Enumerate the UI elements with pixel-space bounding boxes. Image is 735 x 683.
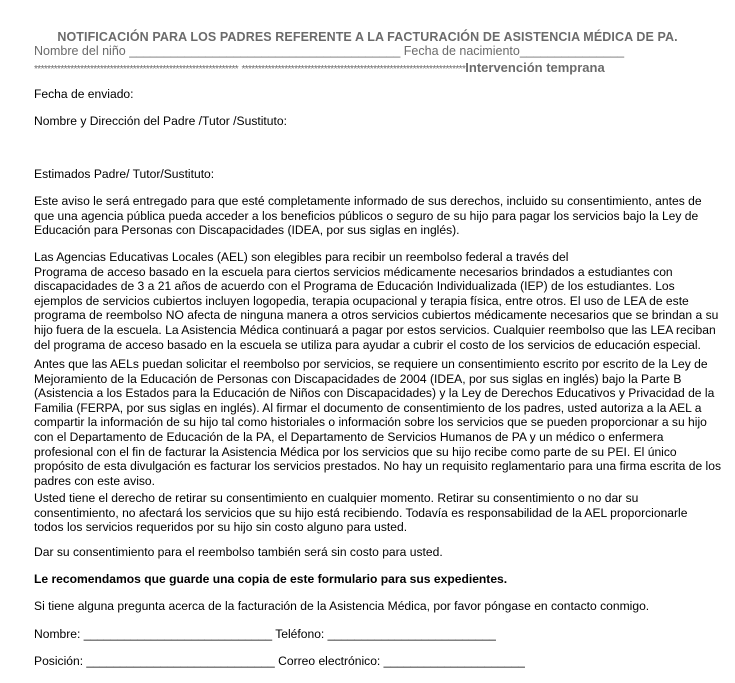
paragraph-line: compartir la información de su hijo tal como historiales o información sobre los servicios que se pueden proporcionar a su hijo — [34, 415, 707, 430]
paragraph-withdraw-consent — [34, 491, 704, 535]
paragraph-contact: Si tiene alguna pregunta acerca de la facturación de la Asistencia Médica, por favor póngase en contacto conmigo. — [34, 599, 650, 613]
signature-name-phone-line: Nombre: ____________________________ Teléfono: _________________________ — [34, 627, 496, 641]
asterisk-divider-left: ************************************************************** — [34, 64, 239, 75]
paragraph-line: (Asistencia a los Estados para la Educación de Niños con Discapacidades) y la Ley de Derechos Educativos y Privacidad de la — [34, 386, 715, 401]
paragraph-no-cost: Dar su consentimiento para el reembolso también será sin costo para usted. — [34, 545, 443, 559]
paragraph-line: Educación para Personas con Discapacidades (IDEA, por sus siglas en inglés). — [34, 223, 460, 238]
program-name: Intervención temprana — [465, 60, 605, 75]
paragraph-consent-requirement — [34, 357, 722, 488]
paragraph-line: con el Departamento de Educación de la PA, el Departamento de Servicios Humanos de PA y un médico o enfermera — [34, 429, 664, 444]
child-name-birthdate-line: Nombre del niño _______________________________________ Fecha de nacimiento_______________ — [34, 44, 625, 58]
paragraph-line: Mejoramiento de la Educación de Personas con Discapacidades de 2004 (IDEA, por sus siglas en inglés) bajo la Parte B — [34, 371, 682, 386]
paragraph-line: propósito de esta divulgación es facturar los servicios prestados. No hay un requisito reglamentario para una firma escrita de los — [34, 459, 722, 474]
paragraph-line: del programa de acceso basado en la escuela se utiliza para ayudar a cubrir el costo de los servicios de educación especial. — [34, 337, 701, 352]
paragraph-line: profesional con el fin de facturar la Asistencia Médica por los servicios que su hijo recibe como parte de su PEI. El único — [34, 444, 677, 459]
divider-row — [34, 60, 605, 75]
paragraph-line: discapacidades de 3 a 21 años de acuerdo con el Programa de Educación Individualizada (IEP) de los estudiantes. Los — [34, 279, 675, 294]
greeting: Estimados Padre/ Tutor/Sustituto: — [34, 167, 215, 181]
paragraph-line: padres con este aviso. — [34, 473, 156, 488]
paragraph-keep-copy: Le recomendamos que guarde una copia de este formulario para sus expedientes. — [34, 572, 508, 586]
paragraph-notice — [34, 194, 704, 238]
paragraph-line: Familia (FERPA, por sus siglas en inglés). Al firmar el documento de consentimiento de los padres, usted autoriza a la AEL a — [34, 400, 702, 415]
paragraph-line: que una agencia pública pueda acceder a los beneficios públicos o seguro de su hijo para pagar los servicios bajo la Ley de — [34, 208, 699, 223]
paragraph-line: ejemplos de servicios cubiertos incluyen logopedia, terapia ocupacional y terapia física, entre otros. El uso de LEA de este — [34, 293, 689, 308]
asterisk-divider-right: ******************************************************************** — [241, 64, 466, 75]
paragraph-line: todos los servicios requeridos por su hijo sin costo alguno para usted. — [34, 520, 408, 535]
parent-name-address-label: Nombre y Dirección del Padre /Tutor /Sustituto: — [34, 114, 287, 128]
date-sent-label: Fecha de enviado: — [34, 87, 134, 101]
document-title: NOTIFICACIÓN PARA LOS PADRES REFERENTE A LA FACTURACIÓN DE ASISTENCIA MÉDICA DE PA. — [57, 30, 678, 44]
paragraph-line: hijo fuera de la escuela. La Asistencia Médica continuará a pagar por estos servicios. Cualquier reembolso que las LEA reciban — [34, 322, 716, 337]
paragraph-line: Este aviso le será entregado para que esté completamente informado de sus derechos, incluido su consentimiento, antes de — [34, 194, 702, 208]
paragraph-line: consentimiento, no afectará los servicios que su hijo está recibiendo. Todavía es responsabilidad de la AEL proporcionarle — [34, 505, 688, 520]
paragraph-line: Programa de acceso basado en la escuela para ciertos servicios médicamente necesarios brindados a estudiantes con — [34, 264, 673, 279]
signature-position-email-line: Posición: ____________________________ Correo electrónico: _____________________ — [34, 654, 525, 668]
paragraph-line: Usted tiene el derecho de retirar su consentimiento en cualquier momento. Retirar su consentimiento o no dar su — [34, 491, 639, 505]
paragraph-reimbursement — [34, 250, 719, 352]
paragraph-line: Las Agencias Educativas Locales (AEL) son elegibles para recibir un reembolso federal a través del — [34, 250, 569, 264]
paragraph-line: Antes que las AELs puedan solicitar el reembolso por servicios, se requiere un consentimiento escrito por escrito de la Ley de — [34, 357, 708, 371]
paragraph-line: programa de reembolso NO afecta de ninguna manera a otros servicios cubiertos médicamente necesarios que se brindan a su — [34, 308, 719, 323]
